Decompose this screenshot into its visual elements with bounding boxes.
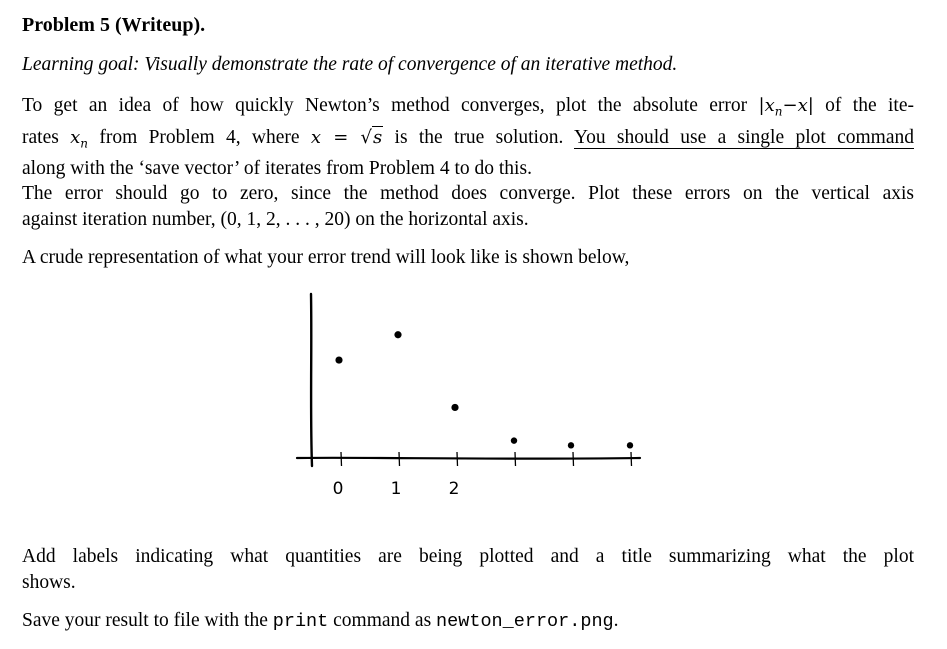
p1-line-3: along with the ‘save vector’ of iterates from Problem 4 to do this. — [22, 158, 532, 180]
learning-goal: Learning goal: Visually demonstrate the rate of convergence of an iterative method. — [22, 54, 678, 75]
data-points — [335, 331, 633, 448]
p2-line-2: against iteration number, (0, 1, 2, . . . , 20) on the horizontal axis. — [22, 209, 529, 230]
data-point-2 — [451, 404, 458, 411]
x-tick-4 — [573, 452, 574, 466]
tick-label-0: 0 — [332, 479, 344, 499]
p2-line-1: The error should go to zero, since the method does converge. Plot these errors on the vertical axis — [22, 183, 914, 204]
true-solution-expr: x = — [310, 126, 361, 148]
p4-line-1: Add labels indicating what quantities are being plotted and a title summarizing what the plot — [22, 546, 914, 567]
print-command: print — [272, 611, 329, 632]
data-point-0 — [335, 356, 342, 363]
data-point-5 — [627, 442, 633, 448]
x-tick-5 — [631, 452, 632, 466]
x-tick-3 — [515, 452, 516, 466]
problem-heading: Problem 5 (Writeup). — [22, 14, 206, 36]
x-tick-0 — [341, 452, 342, 466]
y-axis-line — [311, 294, 312, 466]
x-tick-1 — [399, 452, 400, 466]
x-tick-2 — [457, 452, 458, 466]
abs-error-expr: $|x_n-x|$ — [758, 95, 814, 119]
sqrt-expr: √s — [360, 126, 383, 148]
x-axis-line — [297, 458, 640, 459]
tick-label-1: 1 — [390, 479, 402, 499]
labels-paragraph — [22, 544, 914, 596]
data-point-3 — [511, 437, 517, 443]
iterate-symbol: $x_n$ — [70, 126, 89, 151]
tick-label-2: 2 — [448, 479, 460, 499]
p1-line-1: To get an idea of how quickly Newton’s method converges, plot the absolute error $|x_n-x|$ of the ite- — [22, 95, 914, 119]
error-paragraph — [22, 181, 914, 233]
output-filename: newton_error.png — [436, 611, 614, 632]
save-paragraph: Save your result to file with the print command as newton_error.png. — [22, 610, 619, 632]
tick-labels — [333, 479, 460, 499]
data-point-1 — [394, 331, 401, 338]
error-trend-sketch — [295, 290, 645, 500]
p1-line-2: rates $x_n$ from Problem 4, where x = √s is the true solution. You should use a single plot command — [22, 126, 914, 151]
p4-line-2: shows. — [22, 572, 76, 593]
underlined-instruction: You should use a single plot command — [573, 126, 914, 148]
crude-representation-text: A crude representation of what your error trend will look like is shown below, — [22, 247, 630, 268]
instructions-paragraph — [22, 93, 914, 182]
data-point-4 — [568, 442, 574, 448]
